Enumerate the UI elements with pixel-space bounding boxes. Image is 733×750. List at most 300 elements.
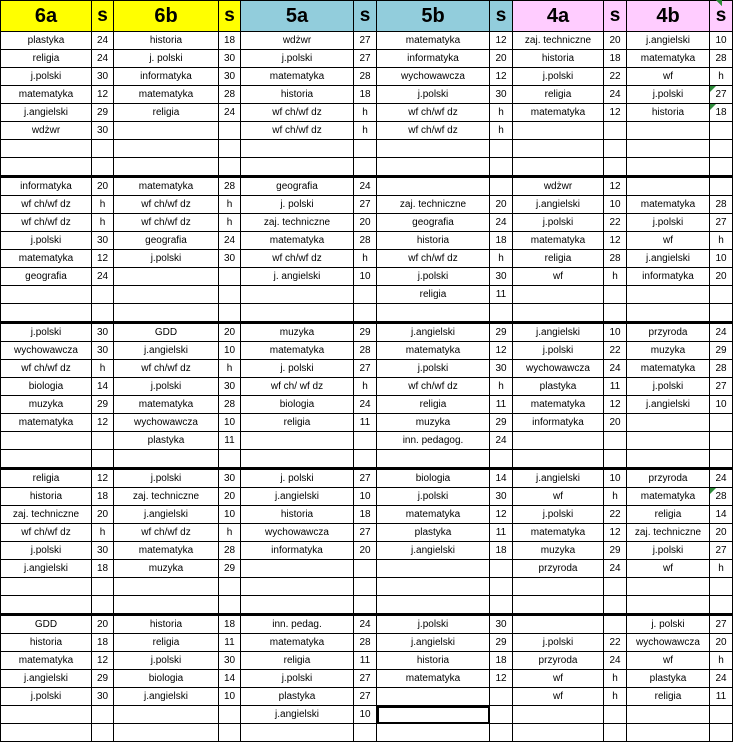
subject-cell-5b[interactable]: j.polski [377, 615, 490, 634]
room-cell-6a[interactable]: 29 [92, 396, 114, 414]
room-cell-6b[interactable]: h [219, 214, 241, 232]
subject-cell-5b[interactable] [377, 578, 490, 596]
subject-cell-4b[interactable]: j.angielski [627, 32, 710, 50]
subject-cell-5b[interactable]: inn. pedagog. [377, 432, 490, 450]
subject-cell-5b[interactable] [377, 304, 490, 323]
room-cell-5a[interactable]: 20 [354, 214, 377, 232]
room-cell-6b[interactable]: 10 [219, 688, 241, 706]
subject-cell-5b[interactable]: historia [377, 232, 490, 250]
room-cell-5b[interactable] [490, 140, 513, 158]
subject-cell-4b[interactable]: matematyka [627, 488, 710, 506]
subject-cell-5b[interactable] [377, 158, 490, 177]
room-cell-5a[interactable]: 20 [354, 542, 377, 560]
room-cell-5a[interactable] [354, 432, 377, 450]
room-cell-5a[interactable] [354, 578, 377, 596]
room-cell-6b[interactable] [219, 706, 241, 724]
room-cell-6b[interactable] [219, 140, 241, 158]
subject-cell-4b[interactable]: przyroda [627, 323, 710, 342]
subject-cell-4b[interactable]: wf [627, 68, 710, 86]
room-cell-6b[interactable]: 29 [219, 560, 241, 578]
subject-cell-6a[interactable]: historia [1, 488, 92, 506]
room-cell-5a[interactable]: h [354, 250, 377, 268]
subject-cell-4a[interactable] [513, 724, 604, 742]
room-cell-6a[interactable]: 30 [92, 542, 114, 560]
room-cell-4b[interactable] [710, 158, 733, 177]
room-cell-6a[interactable]: 18 [92, 488, 114, 506]
subject-cell-5b[interactable]: informatyka [377, 50, 490, 68]
room-cell-4a[interactable]: h [604, 688, 627, 706]
room-cell-4a[interactable]: h [604, 488, 627, 506]
subject-cell-5b[interactable]: j.polski [377, 360, 490, 378]
room-cell-5b[interactable]: 11 [490, 524, 513, 542]
room-cell-5a[interactable] [354, 560, 377, 578]
subject-cell-4a[interactable]: j.polski [513, 214, 604, 232]
room-cell-5a[interactable]: 27 [354, 196, 377, 214]
room-cell-4b[interactable]: 27 [710, 615, 733, 634]
subject-cell-4a[interactable]: religia [513, 250, 604, 268]
room-cell-5a[interactable]: 28 [354, 342, 377, 360]
subject-cell-5a[interactable] [241, 578, 354, 596]
room-cell-6a[interactable]: 12 [92, 86, 114, 104]
subject-cell-5b[interactable]: matematyka [377, 670, 490, 688]
subject-cell-6b[interactable] [114, 450, 219, 469]
room-cell-6b[interactable] [219, 724, 241, 742]
subject-cell-4a[interactable]: wf [513, 670, 604, 688]
subject-cell-5b[interactable] [377, 724, 490, 742]
room-cell-5a[interactable]: 10 [354, 488, 377, 506]
subject-cell-4a[interactable] [513, 706, 604, 724]
room-cell-5a[interactable]: 27 [354, 360, 377, 378]
room-cell-6a[interactable]: 30 [92, 323, 114, 342]
subject-cell-5b[interactable]: biologia [377, 469, 490, 488]
room-cell-5b[interactable]: 24 [490, 214, 513, 232]
room-cell-6b[interactable] [219, 286, 241, 304]
subject-cell-5a[interactable]: plastyka [241, 688, 354, 706]
room-cell-5b[interactable]: 11 [490, 396, 513, 414]
subject-cell-4a[interactable]: matematyka [513, 232, 604, 250]
subject-cell-4a[interactable] [513, 304, 604, 323]
subject-cell-5a[interactable]: j. polski [241, 360, 354, 378]
subject-cell-6b[interactable] [114, 724, 219, 742]
room-cell-6b[interactable]: 18 [219, 32, 241, 50]
room-cell-6a[interactable]: 12 [92, 414, 114, 432]
room-cell-6a[interactable]: h [92, 214, 114, 232]
room-cell-6a[interactable] [92, 432, 114, 450]
subject-cell-4a[interactable] [513, 432, 604, 450]
room-cell-6b[interactable]: h [219, 524, 241, 542]
subject-cell-4b[interactable]: j. polski [627, 615, 710, 634]
room-cell-4b[interactable] [710, 706, 733, 724]
subject-cell-6a[interactable]: j.polski [1, 323, 92, 342]
room-cell-4a[interactable]: 29 [604, 542, 627, 560]
room-cell-4b[interactable]: 28 [710, 50, 733, 68]
room-cell-6a[interactable] [92, 724, 114, 742]
subject-cell-6a[interactable]: j.angielski [1, 104, 92, 122]
subject-cell-4a[interactable]: wf [513, 268, 604, 286]
subject-cell-6a[interactable]: j.polski [1, 688, 92, 706]
room-cell-5b[interactable] [490, 177, 513, 196]
room-cell-4a[interactable]: 22 [604, 634, 627, 652]
room-cell-5b[interactable]: h [490, 250, 513, 268]
room-cell-4b[interactable]: h [710, 560, 733, 578]
subject-cell-6b[interactable]: plastyka [114, 432, 219, 450]
room-cell-4a[interactable]: 10 [604, 469, 627, 488]
subject-cell-4b[interactable] [627, 706, 710, 724]
room-cell-4a[interactable] [604, 158, 627, 177]
subject-cell-5a[interactable]: inn. pedag. [241, 615, 354, 634]
subject-cell-4a[interactable]: muzyka [513, 542, 604, 560]
room-cell-5a[interactable]: 24 [354, 177, 377, 196]
subject-cell-6b[interactable] [114, 304, 219, 323]
room-cell-4b[interactable]: 10 [710, 396, 733, 414]
room-cell-4b[interactable]: 28 [710, 360, 733, 378]
subject-cell-6b[interactable]: j.angielski [114, 688, 219, 706]
room-cell-5a[interactable]: 27 [354, 32, 377, 50]
subject-cell-4b[interactable]: przyroda [627, 469, 710, 488]
room-cell-4a[interactable]: 22 [604, 342, 627, 360]
subject-cell-6b[interactable]: muzyka [114, 560, 219, 578]
room-cell-4b[interactable]: 24 [710, 670, 733, 688]
room-cell-5b[interactable] [490, 578, 513, 596]
room-cell-5a[interactable]: 24 [354, 396, 377, 414]
subject-cell-6b[interactable]: matematyka [114, 396, 219, 414]
subject-cell-4b[interactable]: religia [627, 506, 710, 524]
subject-cell-6a[interactable]: j.polski [1, 68, 92, 86]
subject-cell-4a[interactable] [513, 596, 604, 615]
room-cell-4a[interactable] [604, 450, 627, 469]
room-cell-5a[interactable] [354, 304, 377, 323]
subject-cell-5a[interactable]: wf ch/wf dz [241, 122, 354, 140]
room-cell-5a[interactable]: h [354, 378, 377, 396]
subject-cell-6b[interactable] [114, 706, 219, 724]
subject-cell-5a[interactable]: wychowawcza [241, 524, 354, 542]
room-cell-4b[interactable]: 11 [710, 688, 733, 706]
room-cell-5b[interactable]: h [490, 104, 513, 122]
room-cell-6a[interactable]: 18 [92, 634, 114, 652]
subject-cell-4a[interactable] [513, 122, 604, 140]
subject-cell-5a[interactable] [241, 724, 354, 742]
room-cell-5b[interactable]: 18 [490, 232, 513, 250]
room-cell-6b[interactable]: 10 [219, 414, 241, 432]
room-cell-4b[interactable]: 20 [710, 268, 733, 286]
room-cell-4a[interactable] [604, 432, 627, 450]
subject-cell-4a[interactable]: matematyka [513, 524, 604, 542]
subject-cell-4b[interactable]: j.polski [627, 378, 710, 396]
subject-cell-4b[interactable] [627, 286, 710, 304]
room-cell-4a[interactable]: 20 [604, 32, 627, 50]
subject-cell-6a[interactable] [1, 724, 92, 742]
room-cell-6b[interactable]: 11 [219, 634, 241, 652]
room-cell-6b[interactable]: 20 [219, 488, 241, 506]
subject-cell-4b[interactable] [627, 122, 710, 140]
room-cell-4b[interactable] [710, 122, 733, 140]
subject-cell-6a[interactable]: wf ch/wf dz [1, 214, 92, 232]
subject-cell-4b[interactable]: muzyka [627, 342, 710, 360]
room-cell-6a[interactable] [92, 706, 114, 724]
room-cell-6a[interactable]: 29 [92, 104, 114, 122]
subject-cell-5a[interactable]: j.polski [241, 50, 354, 68]
room-cell-4b[interactable]: 24 [710, 469, 733, 488]
room-cell-4a[interactable]: 22 [604, 68, 627, 86]
room-cell-6a[interactable]: 24 [92, 50, 114, 68]
subject-cell-4b[interactable] [627, 432, 710, 450]
room-cell-6b[interactable]: 14 [219, 670, 241, 688]
subject-cell-4a[interactable] [513, 578, 604, 596]
room-cell-5a[interactable]: 27 [354, 50, 377, 68]
room-cell-4b[interactable] [710, 140, 733, 158]
room-cell-4b[interactable]: 28 [710, 196, 733, 214]
subject-cell-6a[interactable]: j.angielski [1, 670, 92, 688]
room-cell-5b[interactable]: 12 [490, 68, 513, 86]
room-cell-6b[interactable] [219, 596, 241, 615]
subject-cell-5b[interactable]: muzyka [377, 414, 490, 432]
room-cell-5a[interactable] [354, 724, 377, 742]
room-cell-6b[interactable]: 18 [219, 615, 241, 634]
subject-cell-6b[interactable]: j. polski [114, 50, 219, 68]
subject-cell-6a[interactable] [1, 286, 92, 304]
room-cell-4a[interactable]: 24 [604, 360, 627, 378]
subject-cell-6b[interactable]: biologia [114, 670, 219, 688]
room-cell-5b[interactable]: h [490, 378, 513, 396]
subject-cell-4a[interactable]: przyroda [513, 560, 604, 578]
room-cell-5a[interactable]: 28 [354, 232, 377, 250]
subject-cell-5b[interactable]: wf ch/wf dz [377, 378, 490, 396]
subject-cell-6a[interactable] [1, 432, 92, 450]
room-header-6a[interactable]: s [92, 1, 114, 32]
room-cell-5b[interactable]: 18 [490, 542, 513, 560]
room-cell-5a[interactable] [354, 158, 377, 177]
room-cell-6b[interactable]: 30 [219, 250, 241, 268]
subject-cell-6b[interactable] [114, 140, 219, 158]
room-cell-6b[interactable]: 28 [219, 396, 241, 414]
class-header-6a[interactable]: 6a [1, 1, 92, 32]
subject-cell-6a[interactable]: religia [1, 50, 92, 68]
subject-cell-4b[interactable] [627, 724, 710, 742]
room-cell-5b[interactable]: 24 [490, 432, 513, 450]
subject-cell-6a[interactable]: informatyka [1, 177, 92, 196]
room-cell-6a[interactable] [92, 140, 114, 158]
room-cell-4a[interactable] [604, 286, 627, 304]
subject-cell-4a[interactable]: j.polski [513, 506, 604, 524]
subject-cell-4b[interactable] [627, 304, 710, 323]
subject-cell-6a[interactable]: wychowawcza [1, 342, 92, 360]
room-cell-4b[interactable]: h [710, 652, 733, 670]
room-cell-4b[interactable] [710, 432, 733, 450]
subject-cell-5b[interactable] [377, 140, 490, 158]
subject-cell-4a[interactable]: wf [513, 688, 604, 706]
subject-cell-6b[interactable]: wychowawcza [114, 414, 219, 432]
room-cell-4b[interactable]: h [710, 232, 733, 250]
room-cell-4b[interactable]: 29 [710, 342, 733, 360]
subject-cell-5b[interactable]: religia [377, 286, 490, 304]
subject-cell-5a[interactable] [241, 432, 354, 450]
subject-cell-5a[interactable]: j.polski [241, 670, 354, 688]
subject-cell-4b[interactable] [627, 450, 710, 469]
subject-cell-6b[interactable]: geografia [114, 232, 219, 250]
room-header-6b[interactable]: s [219, 1, 241, 32]
room-cell-4b[interactable]: 20 [710, 634, 733, 652]
subject-cell-5b[interactable]: j.polski [377, 86, 490, 104]
subject-cell-5b[interactable] [377, 177, 490, 196]
room-cell-4b[interactable]: 27 [710, 86, 733, 104]
subject-cell-6a[interactable] [1, 596, 92, 615]
subject-cell-5b[interactable] [377, 688, 490, 706]
subject-cell-4b[interactable]: j.polski [627, 214, 710, 232]
subject-cell-5a[interactable] [241, 596, 354, 615]
subject-cell-6a[interactable]: matematyka [1, 250, 92, 268]
subject-cell-5b[interactable]: wf ch/wf dz [377, 104, 490, 122]
room-cell-6a[interactable] [92, 158, 114, 177]
subject-cell-4a[interactable]: informatyka [513, 414, 604, 432]
subject-cell-5b[interactable]: wychowawcza [377, 68, 490, 86]
subject-cell-4a[interactable]: historia [513, 50, 604, 68]
room-cell-4a[interactable]: 12 [604, 524, 627, 542]
subject-cell-5b[interactable]: religia [377, 396, 490, 414]
room-cell-4a[interactable]: 24 [604, 560, 627, 578]
room-cell-6a[interactable] [92, 450, 114, 469]
subject-cell-5b[interactable]: j.angielski [377, 542, 490, 560]
room-cell-6a[interactable]: 12 [92, 652, 114, 670]
room-cell-6a[interactable] [92, 286, 114, 304]
room-cell-6a[interactable]: 12 [92, 250, 114, 268]
room-cell-5a[interactable]: 10 [354, 268, 377, 286]
subject-cell-6a[interactable] [1, 304, 92, 323]
subject-cell-4b[interactable]: wf [627, 652, 710, 670]
subject-cell-6b[interactable]: informatyka [114, 68, 219, 86]
subject-cell-6a[interactable] [1, 140, 92, 158]
subject-cell-4a[interactable]: j.angielski [513, 323, 604, 342]
subject-cell-5b[interactable]: matematyka [377, 342, 490, 360]
subject-cell-4b[interactable]: informatyka [627, 268, 710, 286]
room-cell-6a[interactable] [92, 304, 114, 323]
subject-cell-5a[interactable]: wf ch/ wf dz [241, 378, 354, 396]
subject-cell-6a[interactable]: historia [1, 634, 92, 652]
room-cell-4b[interactable]: 27 [710, 214, 733, 232]
room-cell-5a[interactable]: 27 [354, 688, 377, 706]
room-cell-4b[interactable]: h [710, 68, 733, 86]
room-cell-5b[interactable]: 29 [490, 634, 513, 652]
room-cell-5a[interactable] [354, 286, 377, 304]
room-cell-4a[interactable] [604, 304, 627, 323]
subject-cell-5b[interactable]: wf ch/wf dz [377, 122, 490, 140]
room-cell-6b[interactable]: 30 [219, 50, 241, 68]
room-cell-5b[interactable]: 30 [490, 268, 513, 286]
room-cell-6b[interactable] [219, 158, 241, 177]
subject-cell-6b[interactable] [114, 268, 219, 286]
subject-cell-6a[interactable]: zaj. techniczne [1, 506, 92, 524]
subject-cell-6b[interactable]: j.polski [114, 378, 219, 396]
room-cell-6a[interactable]: h [92, 196, 114, 214]
subject-cell-4b[interactable] [627, 578, 710, 596]
subject-cell-5a[interactable]: muzyka [241, 323, 354, 342]
room-cell-6a[interactable] [92, 578, 114, 596]
room-cell-5a[interactable]: 27 [354, 469, 377, 488]
room-cell-6a[interactable]: 30 [92, 232, 114, 250]
room-cell-6b[interactable]: 10 [219, 506, 241, 524]
subject-cell-5b[interactable]: zaj. techniczne [377, 196, 490, 214]
room-cell-6a[interactable]: 24 [92, 32, 114, 50]
subject-cell-4b[interactable]: j.angielski [627, 396, 710, 414]
subject-cell-4b[interactable]: wf [627, 232, 710, 250]
room-cell-4b[interactable]: 20 [710, 524, 733, 542]
room-cell-5b[interactable]: h [490, 122, 513, 140]
subject-cell-5a[interactable]: wdżwr [241, 32, 354, 50]
subject-cell-6b[interactable]: religia [114, 634, 219, 652]
subject-cell-6a[interactable] [1, 578, 92, 596]
room-header-5a[interactable]: s [354, 1, 377, 32]
room-cell-5b[interactable]: 30 [490, 615, 513, 634]
subject-cell-4a[interactable]: wf [513, 488, 604, 506]
room-cell-4b[interactable]: 14 [710, 506, 733, 524]
subject-cell-5a[interactable] [241, 286, 354, 304]
room-cell-4b[interactable]: 10 [710, 32, 733, 50]
subject-cell-6a[interactable] [1, 158, 92, 177]
subject-cell-4b[interactable] [627, 177, 710, 196]
subject-cell-4b[interactable]: plastyka [627, 670, 710, 688]
room-cell-6a[interactable]: h [92, 360, 114, 378]
room-cell-5a[interactable]: 28 [354, 634, 377, 652]
subject-cell-6a[interactable]: matematyka [1, 652, 92, 670]
subject-cell-5b[interactable]: matematyka [377, 32, 490, 50]
room-cell-6b[interactable] [219, 268, 241, 286]
class-header-4a[interactable]: 4a [513, 1, 604, 32]
subject-cell-6a[interactable]: wf ch/wf dz [1, 360, 92, 378]
room-cell-5a[interactable]: 18 [354, 86, 377, 104]
room-cell-6b[interactable]: 30 [219, 652, 241, 670]
subject-cell-6a[interactable]: j.polski [1, 542, 92, 560]
subject-cell-4a[interactable] [513, 158, 604, 177]
room-cell-4b[interactable] [710, 286, 733, 304]
subject-cell-6a[interactable]: j.polski [1, 232, 92, 250]
subject-cell-6a[interactable]: plastyka [1, 32, 92, 50]
room-cell-5b[interactable] [490, 304, 513, 323]
room-cell-6a[interactable]: 30 [92, 342, 114, 360]
room-cell-5a[interactable]: 10 [354, 706, 377, 724]
subject-cell-5b[interactable]: j.angielski [377, 634, 490, 652]
subject-cell-4a[interactable] [513, 140, 604, 158]
room-cell-6a[interactable]: 30 [92, 688, 114, 706]
subject-cell-5a[interactable]: religia [241, 414, 354, 432]
room-cell-4a[interactable]: 12 [604, 396, 627, 414]
room-cell-6a[interactable]: 12 [92, 469, 114, 488]
room-cell-5a[interactable]: 29 [354, 323, 377, 342]
subject-cell-5b[interactable]: plastyka [377, 524, 490, 542]
subject-cell-6b[interactable]: wf ch/wf dz [114, 360, 219, 378]
room-cell-5b[interactable]: 12 [490, 342, 513, 360]
subject-cell-4b[interactable] [627, 414, 710, 432]
room-cell-5a[interactable]: 27 [354, 670, 377, 688]
subject-cell-5a[interactable]: matematyka [241, 634, 354, 652]
class-header-4b[interactable]: 4b [627, 1, 710, 32]
subject-cell-5a[interactable]: j.angielski [241, 488, 354, 506]
room-cell-5b[interactable]: 29 [490, 323, 513, 342]
room-cell-4a[interactable]: 12 [604, 177, 627, 196]
subject-cell-4a[interactable]: plastyka [513, 378, 604, 396]
subject-cell-6b[interactable]: wf ch/wf dz [114, 214, 219, 232]
subject-cell-6a[interactable]: matematyka [1, 86, 92, 104]
subject-cell-6a[interactable]: religia [1, 469, 92, 488]
room-cell-5a[interactable]: 28 [354, 68, 377, 86]
room-cell-6b[interactable]: 11 [219, 432, 241, 450]
subject-cell-5a[interactable]: matematyka [241, 232, 354, 250]
subject-cell-6a[interactable] [1, 706, 92, 724]
room-cell-4a[interactable]: 10 [604, 323, 627, 342]
subject-cell-6b[interactable]: matematyka [114, 177, 219, 196]
subject-cell-5b[interactable] [377, 706, 490, 724]
room-cell-4b[interactable] [710, 450, 733, 469]
subject-cell-4a[interactable]: j.polski [513, 634, 604, 652]
subject-cell-5a[interactable]: j. polski [241, 469, 354, 488]
